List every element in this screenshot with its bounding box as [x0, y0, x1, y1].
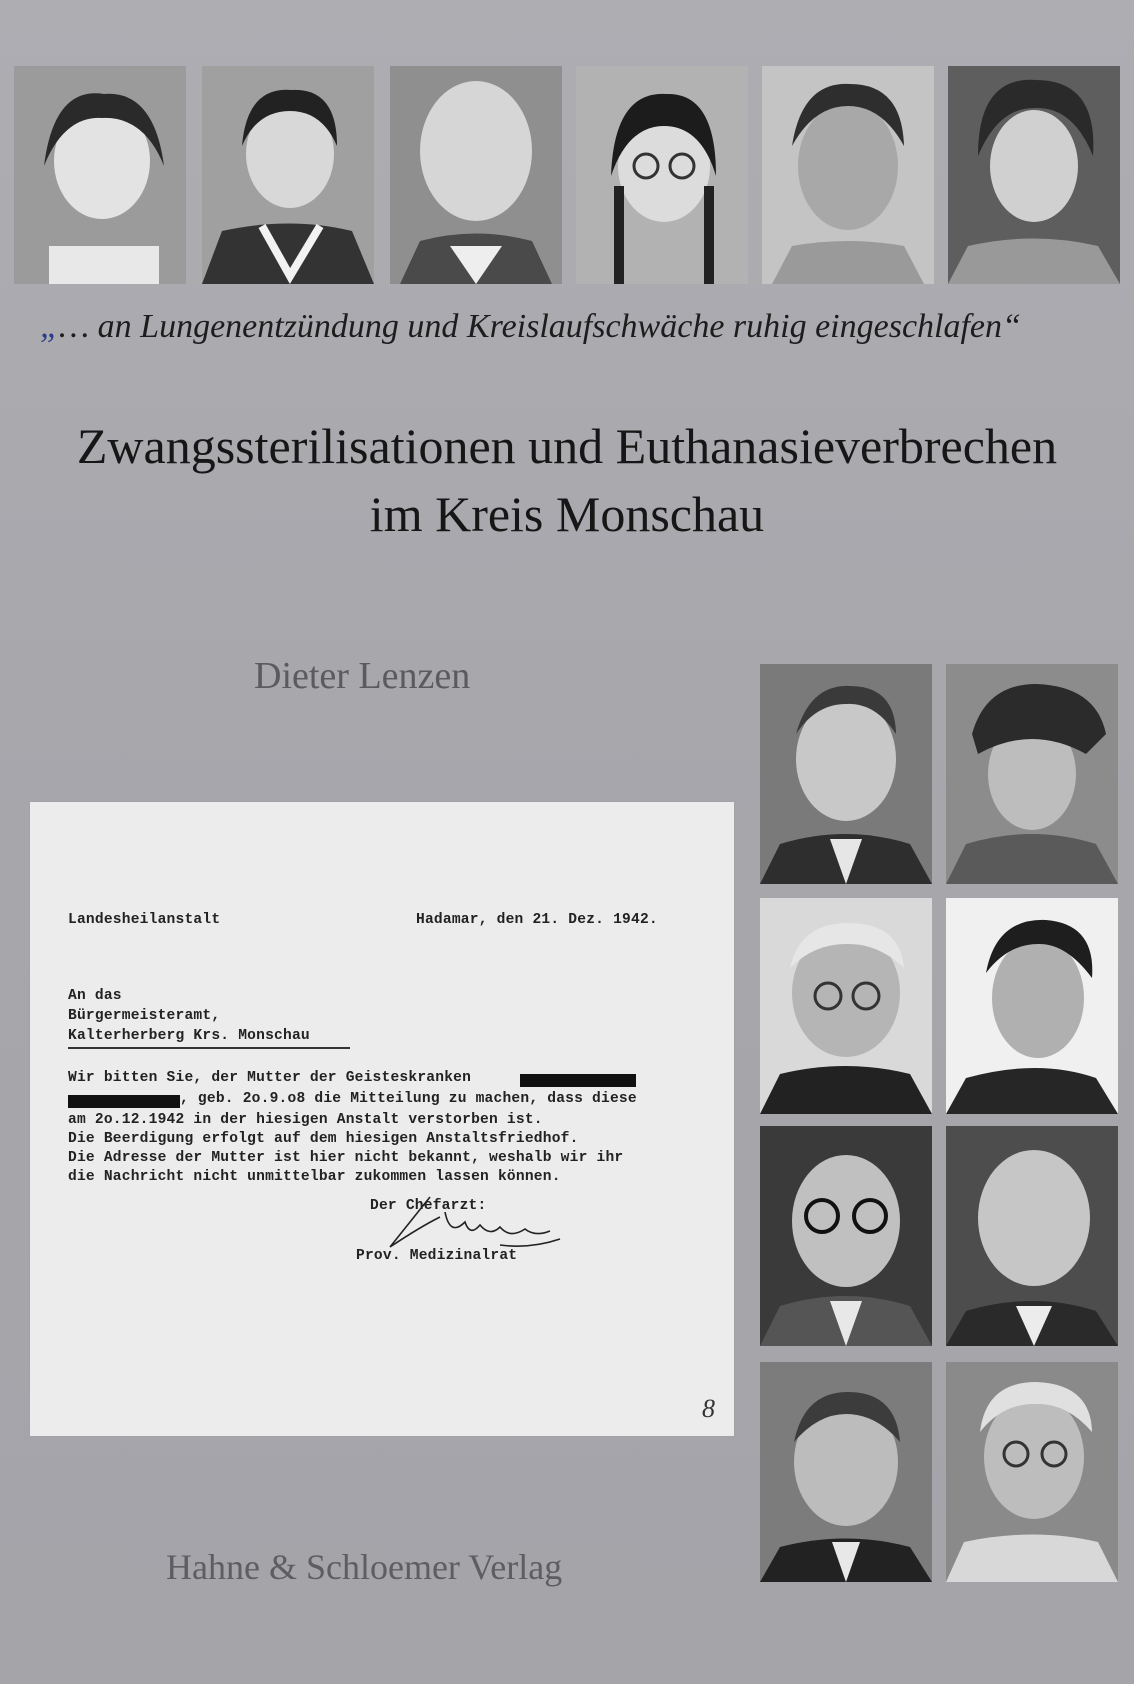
- redaction-bar-2: [68, 1095, 180, 1108]
- letter-place-date: Hadamar, den 21. Dez. 1942.: [416, 912, 658, 928]
- letter-address-1: An das: [68, 988, 122, 1004]
- subtitle-quote: [40, 308, 1100, 346]
- publisher-name: Hahne & Schloemer Verlag: [166, 1547, 563, 1587]
- letter-body-3: am 2o.12.1942 in der hiesigen Anstalt verstorben ist.: [68, 1112, 543, 1128]
- letter-sign-role: Prov. Medizinalrat: [356, 1248, 518, 1264]
- portrait-victim-5: [762, 66, 934, 284]
- portrait-official-2: [946, 664, 1118, 884]
- signature: [350, 1187, 580, 1257]
- redaction-bar-1: [520, 1074, 636, 1087]
- portrait-victim-6: [948, 66, 1120, 284]
- portrait-official-4: [946, 898, 1118, 1114]
- death-notice-letter: [30, 802, 734, 1436]
- letter-body-4: Die Beerdigung erfolgt auf dem hiesigen Anstaltsfriedhof.: [68, 1131, 579, 1147]
- portrait-official-8: [946, 1362, 1118, 1582]
- quote-mark: „: [40, 308, 59, 345]
- title-line-1: Zwangssterilisationen und Euthanasieverbrechen: [76, 418, 1058, 474]
- portrait-official-5: [760, 1126, 932, 1346]
- portrait-official-6: [946, 1126, 1118, 1346]
- portrait-victim-4: [576, 66, 748, 284]
- address-underline: [68, 1047, 350, 1049]
- letter-body-2: , geb. 2o.9.o8 die Mitteilung zu machen, dass diese: [180, 1091, 637, 1107]
- portrait-official-1: [760, 664, 932, 884]
- letter-sender: Landesheilanstalt: [68, 912, 221, 928]
- portrait-official-3: [760, 898, 932, 1114]
- letter-address-3: Kalterherberg Krs. Monschau: [68, 1028, 310, 1044]
- portrait-victim-3: [390, 66, 562, 284]
- title-line-2: im Kreis Monschau: [369, 486, 765, 542]
- letter-body-6: die Nachricht nicht unmittelbar zukommen lassen können.: [68, 1169, 561, 1185]
- quote-text: … an Lungenentzündung und Kreislaufschwäche ruhig eingeschlafen“: [58, 308, 1021, 345]
- portrait-official-7: [760, 1362, 932, 1582]
- letter-body-5: Die Adresse der Mutter ist hier nicht bekannt, weshalb wir ihr: [68, 1150, 624, 1166]
- letter-body-1: Wir bitten Sie, der Mutter der Geisteskranken: [68, 1070, 472, 1086]
- author-name: Dieter Lenzen: [254, 655, 471, 697]
- letter-address-2: Bürgermeisteramt,: [68, 1008, 221, 1024]
- letter-sign-title: Der Chefarzt:: [370, 1198, 487, 1214]
- portrait-victim-2: [202, 66, 374, 284]
- book-title: [0, 412, 1134, 548]
- letter-corner-mark: 8: [702, 1394, 715, 1423]
- portrait-victim-1: [14, 66, 186, 284]
